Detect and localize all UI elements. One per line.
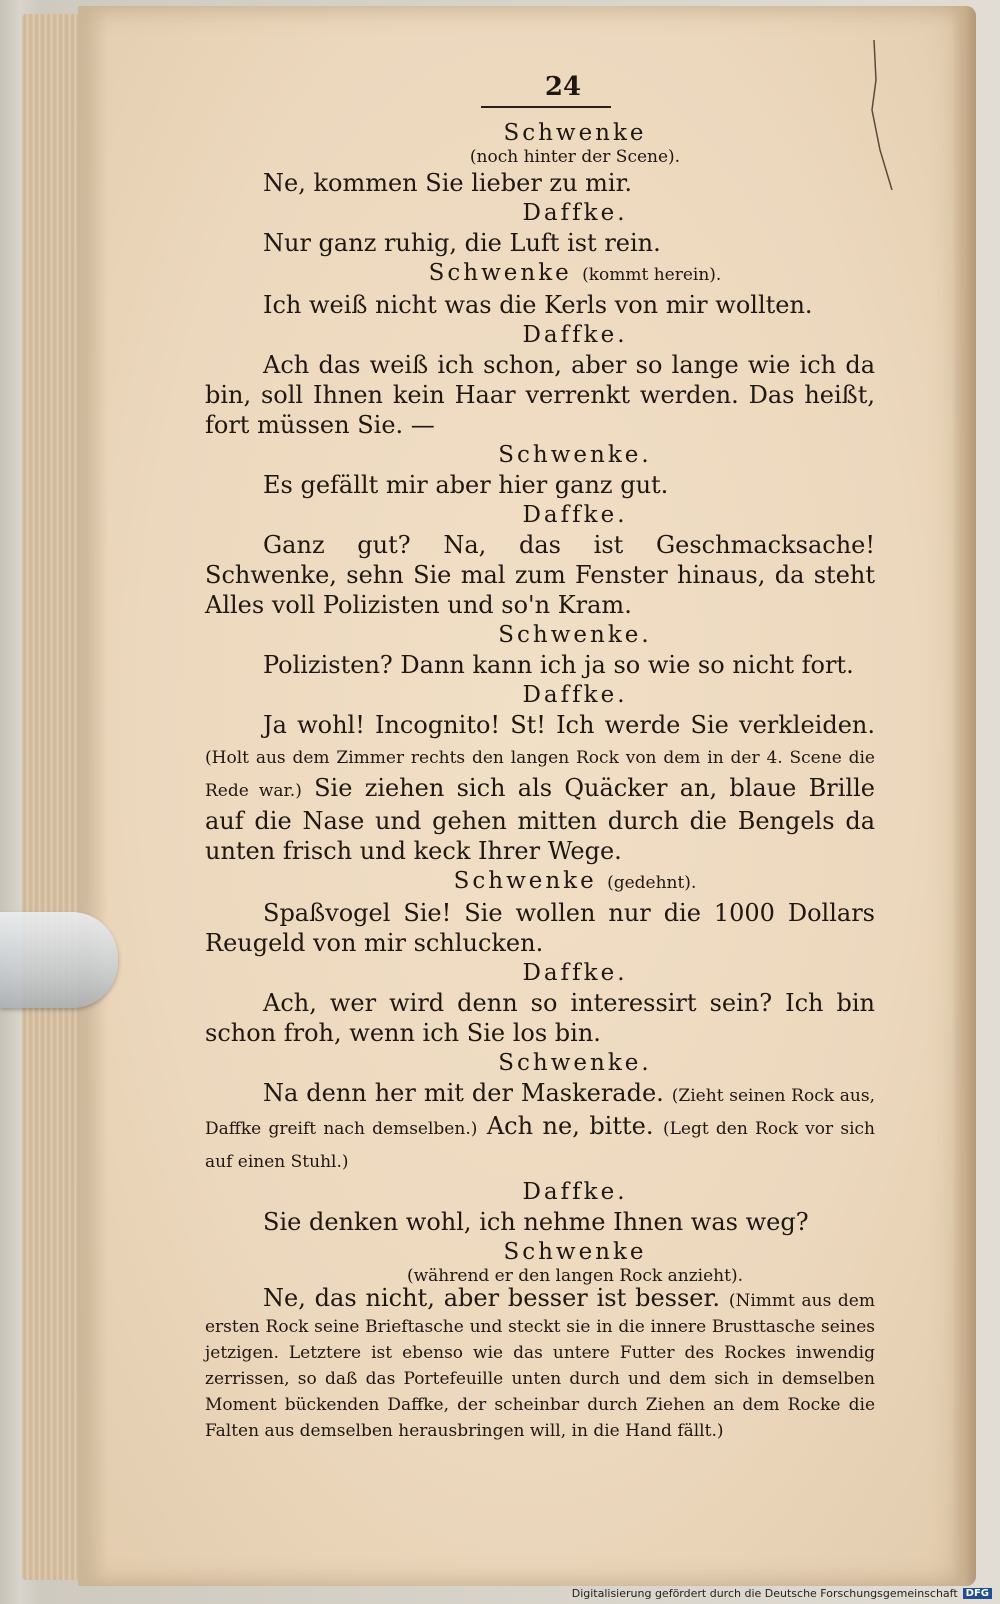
speaker-name bbox=[275, 320, 875, 350]
spoken-text: Ja wohl! Incognito! St! Ich werde Sie verkleiden. bbox=[263, 711, 875, 739]
dialogue-line bbox=[205, 168, 875, 198]
speaker-label: Daffke. bbox=[522, 1179, 628, 1205]
speaker-name bbox=[275, 1177, 875, 1207]
speaker-name bbox=[275, 958, 875, 988]
spoken-text: Ne, das nicht, aber besser ist besser. bbox=[263, 1284, 720, 1312]
page-text bbox=[205, 70, 875, 1443]
spoken-text: Sie denken wohl, ich nehme Ihnen was weg? bbox=[263, 1208, 809, 1236]
stage-direction: (Holt aus dem Zimmer rechts den langen Rock von dem in der 4. Scene die Rede war.) bbox=[205, 748, 875, 801]
speaker-label: Schwenke. bbox=[498, 622, 652, 648]
spoken-text: Ach ne, bitte. bbox=[486, 1112, 654, 1140]
dialogue-line bbox=[205, 898, 875, 958]
dialogue-line bbox=[205, 228, 875, 258]
speaker-label: Schwenke bbox=[503, 120, 647, 146]
dialogue-line bbox=[205, 650, 875, 680]
speaker-label: Daffke. bbox=[522, 322, 628, 348]
speaker-label: Schwenke bbox=[453, 868, 597, 894]
dialogue-line bbox=[205, 1207, 875, 1237]
dfg-logo: DFG bbox=[963, 1588, 992, 1599]
header-rule bbox=[481, 106, 611, 108]
speaker-name bbox=[275, 118, 875, 148]
speaker-name bbox=[275, 1237, 875, 1267]
dialogue-line bbox=[205, 290, 875, 320]
dialogue-line bbox=[205, 470, 875, 500]
stage-direction: (während er den langen Rock anzieht). bbox=[406, 1266, 743, 1286]
stage-direction: (kommt herein). bbox=[582, 265, 722, 285]
binding-shadow bbox=[78, 6, 108, 1586]
speaker-name bbox=[275, 440, 875, 470]
stage-direction: (noch hinter der Scene). bbox=[469, 147, 681, 167]
spoken-text: Polizisten? Dann kann ich ja so wie so nicht fort. bbox=[263, 651, 854, 679]
digitization-footer bbox=[572, 1587, 992, 1600]
dialogue-line bbox=[205, 988, 875, 1048]
speaker-name bbox=[275, 620, 875, 650]
page-number: 24 bbox=[544, 72, 582, 102]
scanner-clip bbox=[0, 912, 118, 1008]
speaker-name bbox=[275, 866, 875, 898]
speaker-name bbox=[275, 258, 875, 290]
spoken-text: Nur ganz ruhig, die Luft ist rein. bbox=[263, 229, 661, 257]
speaker-label: Schwenke. bbox=[498, 1050, 652, 1076]
page-edge bbox=[952, 6, 976, 1586]
speaker-label: Schwenke bbox=[503, 1239, 647, 1265]
spoken-text: Ich weiß nicht was die Kerls von mir wollten. bbox=[263, 291, 813, 319]
speaker-label: Daffke. bbox=[522, 960, 628, 986]
spoken-text: Ach das weiß ich schon, aber so lange wie ich da bin, soll Ihnen kein Haar verrenkt werden. Das heißt, fort müssen Sie. — bbox=[205, 351, 875, 439]
stage-direction: (gedehnt). bbox=[607, 873, 697, 893]
speaker-label: Schwenke bbox=[428, 260, 572, 286]
dialogue-line bbox=[205, 350, 875, 440]
dialogue-line bbox=[205, 530, 875, 620]
spoken-text: Na denn her mit der Maskerade. bbox=[263, 1079, 664, 1107]
speaker-name bbox=[275, 680, 875, 710]
speaker-label: Daffke. bbox=[522, 682, 628, 708]
speaker-label: Schwenke. bbox=[498, 442, 652, 468]
speaker-label: Daffke. bbox=[522, 502, 628, 528]
dialogue-body bbox=[205, 118, 875, 1443]
speaker-name bbox=[275, 198, 875, 228]
speaker-name bbox=[275, 1048, 875, 1078]
dialogue-line bbox=[205, 1078, 875, 1177]
footer-credit: Digitalisierung gefördert durch die Deutsche Forschungsgemeinschaft bbox=[571, 1587, 958, 1600]
spoken-text: Ganz gut? Na, das ist Geschmacksache! Schwenke, sehn Sie mal zum Fenster hinaus, da steht Alles voll Polizisten und so'n Kram. bbox=[205, 531, 875, 619]
speaker-name bbox=[275, 500, 875, 530]
stage-direction: (Nimmt aus dem ersten Rock seine Brieftasche und steckt sie in die innere Brusttasche seines jetzigen. Letztere ist ebenso wie das untere Futter des Rockes inwendig zerrissen, so daß das Portefeuille unten durch und dem sich in demselben Moment bückenden Daffke, der scheinbar durch Ziehen an dem Rocke die Falten aus demselben herausbringen will, in die Hand fällt.) bbox=[205, 1291, 875, 1441]
stage-direction: (Zieht seinen Rock aus, Daffke greift nach demselben.) bbox=[205, 1086, 875, 1139]
spoken-text: Sie ziehen sich als Quäcker an, blaue Brille auf die Nase und gehen mitten durch die Bengels da unten frisch und keck Ihrer Wege. bbox=[205, 774, 875, 865]
spoken-text: Ach, wer wird denn so interessirt sein? Ich bin schon froh, wenn ich Sie los bin. bbox=[205, 989, 875, 1047]
spoken-text: Es gefällt mir aber hier ganz gut. bbox=[263, 471, 669, 499]
dialogue-line bbox=[205, 710, 875, 866]
speaker-label: Daffke. bbox=[522, 200, 628, 226]
dialogue-line bbox=[205, 1284, 875, 1443]
spoken-text: Spaßvogel Sie! Sie wollen nur die 1000 Dollars Reugeld von mir schlucken. bbox=[205, 899, 875, 957]
spoken-text: Ne, kommen Sie lieber zu mir. bbox=[263, 169, 633, 197]
stage-direction: (Legt den Rock vor sich auf einen Stuhl.) bbox=[205, 1119, 876, 1172]
